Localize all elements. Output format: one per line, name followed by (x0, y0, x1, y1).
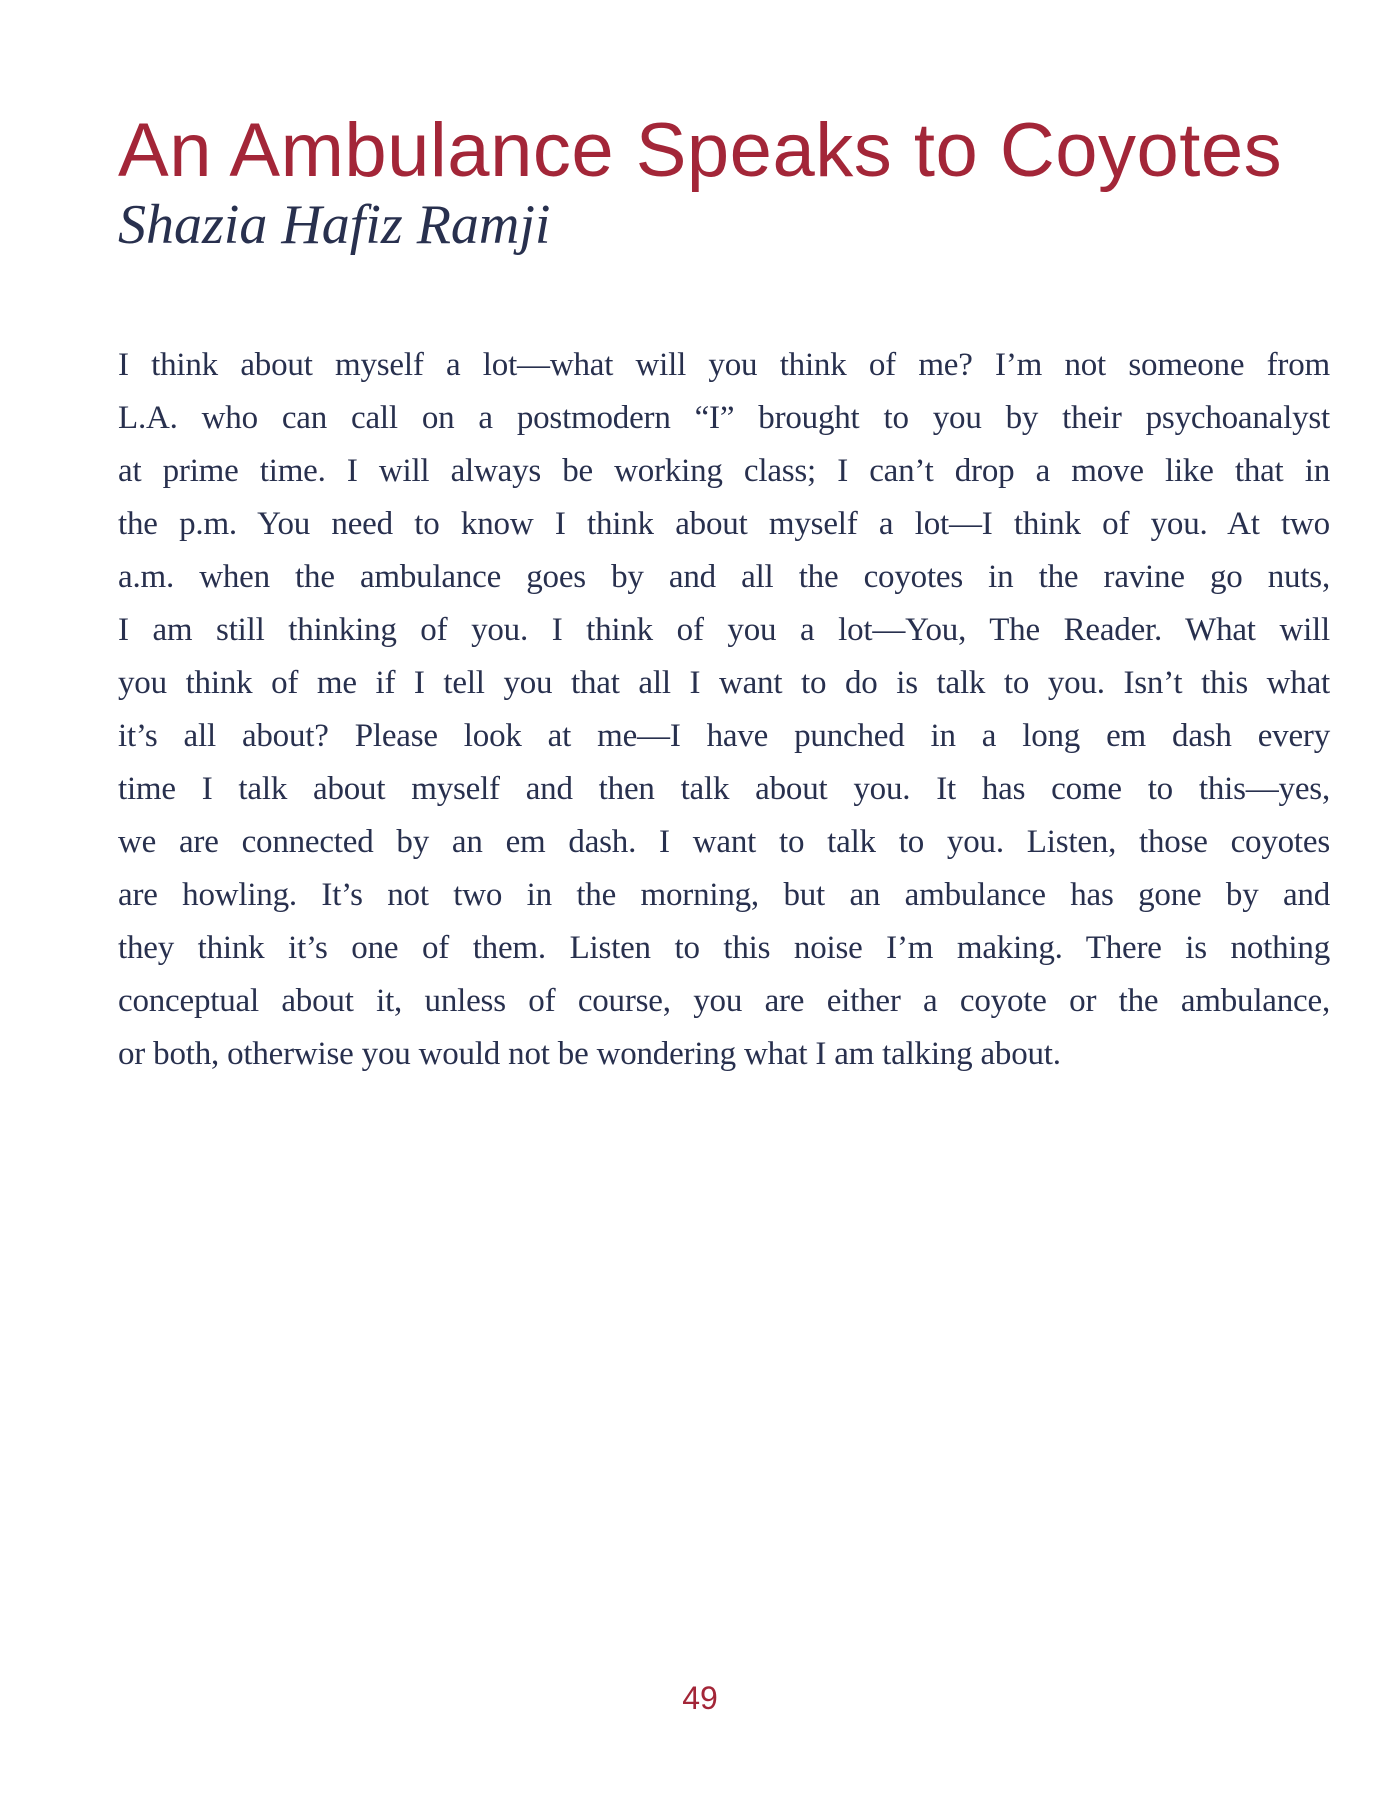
page-number: 49 (682, 1680, 718, 1716)
poem-body (118, 339, 1330, 1081)
poem-line: L.A. who can call on a postmodern “I” brought to you by their psychoanalyst (118, 400, 1330, 436)
poem-line: the p.m. You need to know I think about myself a lot—I think of you. At two (118, 506, 1330, 542)
poem-line: it’s all about? Please look at me—I have punched in a long em dash every (118, 718, 1330, 754)
poem-line: time I talk about myself and then talk about you. It has come to this—yes, (118, 771, 1330, 807)
poem-line: or both, otherwise you would not be wondering what I am talking about. (118, 1036, 1061, 1072)
poem-line: a.m. when the ambulance goes by and all the coyotes in the ravine go nuts, (118, 559, 1330, 595)
poem-line: they think it’s one of them. Listen to this noise I’m making. There is nothing (118, 930, 1330, 966)
poem-line: are howling. It’s not two in the morning, but an ambulance has gone by and (118, 877, 1330, 913)
poem-title: An Ambulance Speaks to Coyotes (118, 108, 1283, 193)
page-footer (0, 1682, 1400, 1714)
poem-line: at prime time. I will always be working class; I can’t drop a move like that in (118, 453, 1330, 489)
poem-author: Shazia Hafiz Ramji (118, 194, 551, 256)
poem-line: we are connected by an em dash. I want to talk to you. Listen, those coyotes (118, 824, 1330, 860)
poem-line: I think about myself a lot—what will you think of me? I’m not someone from (118, 347, 1330, 383)
poem-header (118, 108, 1330, 256)
poem-line: conceptual about it, unless of course, you are either a coyote or the ambulance, (118, 983, 1330, 1019)
poem-line: you think of me if I tell you that all I want to do is talk to you. Isn’t this what (118, 665, 1330, 701)
poem-line: I am still thinking of you. I think of you a lot—You, The Reader. What will (118, 612, 1330, 648)
